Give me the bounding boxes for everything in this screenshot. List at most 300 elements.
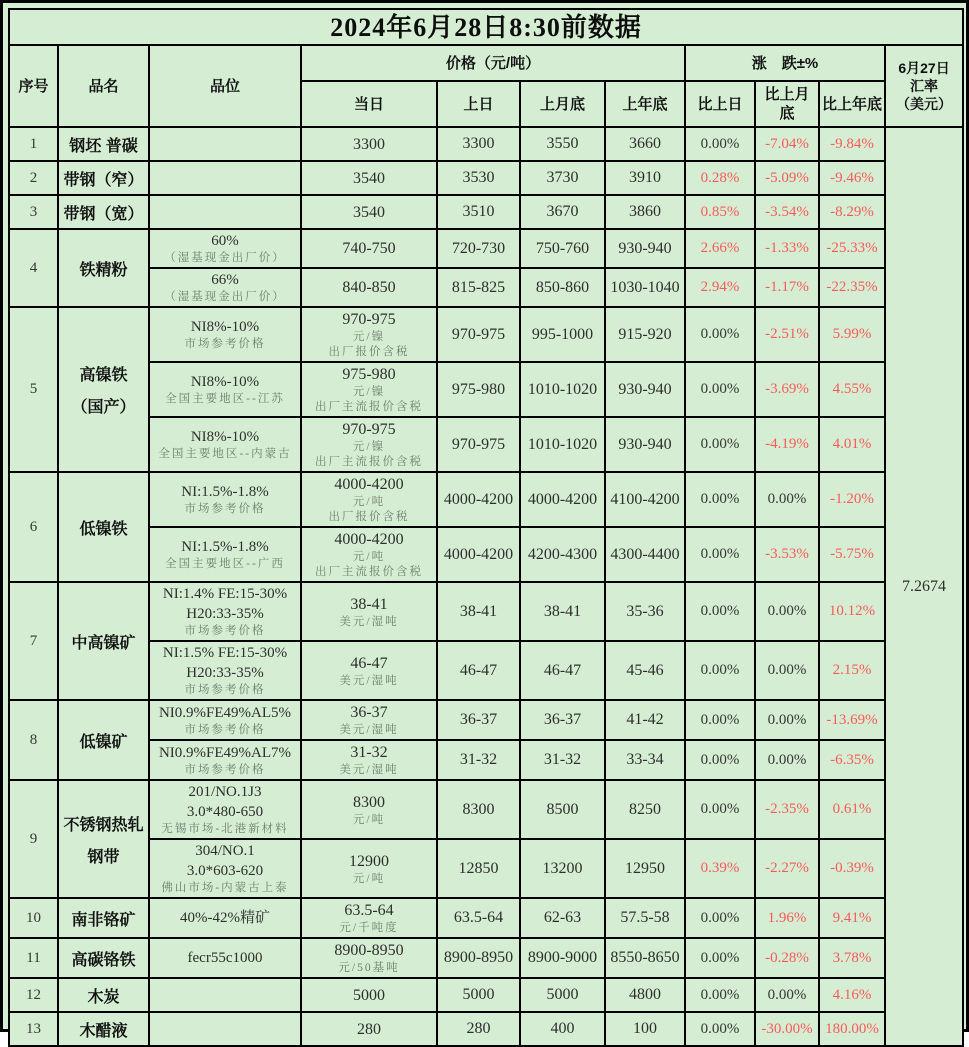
price-year-end-cell: 3660 [605, 127, 685, 161]
price-year-end-cell: 35-36 [605, 582, 685, 641]
grade-note-line: 市场参考价格 [184, 625, 266, 637]
price-today-value: 12900 [349, 852, 389, 870]
change-vs-prev-day-cell: 0.00% [685, 417, 755, 472]
price-unit-note-line: 元/吨 [352, 551, 386, 563]
table-row [9, 898, 963, 938]
change-vs-month-end-cell: -3.53% [755, 527, 819, 582]
price-unit-note-line: 出厂主流报价含税 [315, 401, 423, 413]
change-vs-month-end-cell: -2.51% [755, 307, 819, 362]
price-unit-note-line: 元/千吨度 [339, 922, 399, 934]
price-prev-day-cell: 720-730 [437, 229, 520, 268]
price-month-end-cell: 4200-4300 [520, 527, 605, 582]
price-unit-note-line: 出厂报价含税 [328, 346, 410, 358]
change-vs-month-end-cell: -1.33% [755, 229, 819, 268]
change-vs-year-end-cell: 4.55% [819, 362, 885, 417]
change-vs-year-end-cell: 9.41% [819, 898, 885, 938]
change-vs-year-end-cell: 2.15% [819, 641, 885, 700]
price-month-end-cell: 38-41 [520, 582, 605, 641]
product-name-cell [58, 700, 149, 780]
product-name-line: 低镍矿 [79, 733, 128, 751]
price-today-value: 4000-4200 [334, 531, 404, 548]
change-vs-year-end-cell: -9.46% [819, 161, 885, 195]
price-month-end-cell: 31-32 [520, 740, 605, 780]
price-year-end-cell: 930-940 [605, 229, 685, 268]
price-month-end-cell: 750-760 [520, 229, 605, 268]
change-vs-year-end-cell: -9.84% [819, 127, 885, 161]
grade-note-line: 市场参考价格 [184, 723, 266, 736]
table-row [9, 161, 963, 195]
price-prev-day-cell: 970-975 [437, 417, 520, 472]
price-year-end-cell: 915-920 [605, 307, 685, 362]
price-today-value: 970-975 [342, 421, 396, 438]
grade-main-line: 304/NO.1 [195, 843, 255, 859]
product-name-line: 低镍铁 [79, 520, 128, 538]
grade-cell [149, 307, 301, 362]
price-year-end-cell: 41-42 [605, 700, 685, 740]
col-header-vs-month-end: 比上月底 [755, 81, 819, 127]
product-name-cell [58, 307, 149, 472]
fx-rate-cell: 7.2674 [885, 127, 963, 1046]
grade-main-line: 66% [211, 272, 239, 288]
price-today-cell [301, 740, 437, 780]
price-month-end-cell: 400 [520, 1012, 605, 1046]
change-vs-prev-day-cell: 0.00% [685, 362, 755, 417]
table-row [9, 938, 963, 978]
product-name-cell [58, 1012, 149, 1046]
change-vs-month-end-cell: -4.19% [755, 417, 819, 472]
grade-main-line: NI8%-10% [190, 319, 260, 335]
price-prev-day-cell: 12850 [437, 839, 520, 898]
seq-cell: 5 [9, 307, 58, 472]
price-today-cell [301, 161, 437, 195]
grade-cell [149, 127, 301, 161]
price-prev-day-cell: 46-47 [437, 641, 520, 700]
price-table [8, 8, 964, 1047]
price-year-end-cell: 4300-4400 [605, 527, 685, 582]
change-vs-year-end-cell: -5.75% [819, 527, 885, 582]
grade-cell [149, 740, 301, 780]
seq-cell: 6 [9, 472, 58, 582]
grade-note-line: 全国主要地区--广西 [165, 558, 285, 570]
grade-note-line: 市场参考价格 [184, 338, 266, 350]
price-year-end-cell: 930-940 [605, 362, 685, 417]
seq-cell: 12 [9, 978, 58, 1012]
change-vs-year-end-cell: -25.33% [819, 229, 885, 268]
price-unit-note-line: 美元/湿吨 [339, 674, 399, 687]
fx-header-line: 汇率 [910, 78, 939, 94]
change-vs-month-end-cell: 1.96% [755, 898, 819, 938]
price-year-end-cell: 100 [605, 1012, 685, 1046]
change-vs-prev-day-cell: 0.00% [685, 938, 755, 978]
grade-main-line: 3.0*480-650 [186, 804, 264, 820]
price-today-cell [301, 417, 437, 472]
price-year-end-cell: 57.5-58 [605, 898, 685, 938]
change-vs-year-end-cell: -13.69% [819, 700, 885, 740]
grade-note-line: 市场参考价格 [184, 684, 266, 696]
price-year-end-cell: 930-940 [605, 417, 685, 472]
change-vs-year-end-cell: -8.29% [819, 195, 885, 229]
table-row [9, 527, 963, 582]
grade-cell [149, 229, 301, 268]
change-vs-prev-day-cell: 0.28% [685, 161, 755, 195]
table-row [9, 229, 963, 268]
price-month-end-cell: 1010-1020 [520, 362, 605, 417]
product-name-cell [58, 898, 149, 938]
price-year-end-cell: 12950 [605, 839, 685, 898]
product-name-line: 木醋液 [79, 1022, 128, 1040]
grade-note-line: （湿基现金出厂价） [164, 252, 286, 264]
price-month-end-cell: 3670 [520, 195, 605, 229]
product-name-cell [58, 195, 149, 229]
col-group-change: 涨 跌±% [685, 45, 885, 81]
col-header-prev-day: 上日 [437, 81, 520, 127]
price-today-cell [301, 195, 437, 229]
price-today-cell [301, 527, 437, 582]
col-header-year-end: 上年底 [605, 81, 685, 127]
price-today-cell [301, 307, 437, 362]
price-today-cell [301, 780, 437, 839]
change-vs-year-end-cell: -0.39% [819, 839, 885, 898]
change-vs-prev-day-cell: 0.00% [685, 641, 755, 700]
product-name-cell [58, 780, 149, 898]
grade-cell [149, 780, 301, 839]
price-today-value: 31-32 [350, 744, 388, 761]
seq-cell: 8 [9, 700, 58, 780]
change-vs-year-end-cell: 4.16% [819, 978, 885, 1012]
price-month-end-cell: 3550 [520, 127, 605, 161]
change-vs-month-end-cell: 0.00% [755, 472, 819, 527]
price-today-value: 970-975 [342, 311, 396, 328]
grade-cell [149, 978, 301, 1012]
product-name-line: 钢带 [87, 848, 120, 866]
price-prev-day-cell: 4000-4200 [437, 472, 520, 527]
grade-cell [149, 898, 301, 938]
change-vs-year-end-cell: 5.99% [819, 307, 885, 362]
grade-main-line: NI0.9%FE49%AL5% [158, 704, 292, 721]
price-year-end-cell: 8550-8650 [605, 938, 685, 978]
change-vs-prev-day-cell: 2.66% [685, 229, 755, 268]
change-vs-prev-day-cell: 0.00% [685, 978, 755, 1012]
change-vs-month-end-cell: -1.17% [755, 268, 819, 307]
price-today-cell [301, 268, 437, 307]
table-row [9, 472, 963, 527]
grade-note-line: 佛山市场-内蒙古上泰 [161, 882, 289, 894]
product-name-line: 铁精粉 [79, 261, 128, 279]
grade-cell [149, 268, 301, 307]
change-vs-prev-day-cell: 0.00% [685, 307, 755, 362]
title-row [9, 9, 963, 45]
price-prev-day-cell: 8900-8950 [437, 938, 520, 978]
price-today-value: 975-980 [342, 366, 396, 383]
price-month-end-cell: 36-37 [520, 700, 605, 740]
grade-main-line: NI0.9%FE49%AL7% [158, 744, 292, 761]
price-prev-day-cell: 970-975 [437, 307, 520, 362]
grade-note-line: 全国主要地区--江苏 [165, 393, 285, 405]
col-header-grade: 品位 [149, 45, 301, 127]
price-unit-note-line: 出厂主流报价含税 [315, 566, 423, 578]
product-name-cell [58, 472, 149, 582]
price-unit-note-line: 元/镍 [352, 386, 386, 398]
grade-main-line: H20:33-35% [186, 665, 264, 681]
change-vs-prev-day-cell: 0.00% [685, 527, 755, 582]
price-today-cell [301, 229, 437, 268]
grade-cell [149, 582, 301, 641]
product-name-line: 钢坯 普碳 [69, 137, 138, 155]
price-month-end-cell: 8500 [520, 780, 605, 839]
change-vs-prev-day-cell: 0.00% [685, 700, 755, 740]
price-today-cell [301, 839, 437, 898]
change-vs-prev-day-cell: 0.39% [685, 839, 755, 898]
price-today-cell [301, 362, 437, 417]
change-vs-year-end-cell: -1.20% [819, 472, 885, 527]
grade-main-line: NI:1.4% FE:15-30% [162, 586, 288, 602]
grade-note-line: 市场参考价格 [184, 763, 266, 776]
seq-cell: 7 [9, 582, 58, 700]
change-vs-month-end-cell: 0.00% [755, 700, 819, 740]
price-month-end-cell: 13200 [520, 839, 605, 898]
grade-cell [149, 527, 301, 582]
grade-main-line: fecr55c1000 [187, 950, 263, 966]
change-vs-month-end-cell: -2.35% [755, 780, 819, 839]
grade-note-line: 全国主要地区--内蒙古 [158, 448, 292, 460]
price-month-end-cell: 850-860 [520, 268, 605, 307]
change-vs-year-end-cell: -22.35% [819, 268, 885, 307]
table-row [9, 307, 963, 362]
change-vs-month-end-cell: 0.00% [755, 582, 819, 641]
price-prev-day-cell: 63.5-64 [437, 898, 520, 938]
product-name-cell [58, 938, 149, 978]
col-header-vs-year-end: 比上年底 [819, 81, 885, 127]
change-vs-prev-day-cell: 0.00% [685, 1012, 755, 1046]
price-unit-note-line: 出厂报价含税 [328, 511, 410, 523]
change-vs-prev-day-cell: 0.00% [685, 127, 755, 161]
price-today-value: 740-750 [342, 240, 396, 257]
table-row [9, 127, 963, 161]
grade-cell [149, 938, 301, 978]
col-group-price: 价格（元/吨） [301, 45, 685, 81]
seq-cell: 10 [9, 898, 58, 938]
grade-main-line: 40%-42%精矿 [180, 910, 270, 926]
grade-cell [149, 417, 301, 472]
change-vs-year-end-cell: 4.01% [819, 417, 885, 472]
change-vs-prev-day-cell: 0.00% [685, 898, 755, 938]
product-name-line: （国产） [71, 399, 136, 416]
price-year-end-cell: 45-46 [605, 641, 685, 700]
price-prev-day-cell: 3300 [437, 127, 520, 161]
grade-cell [149, 472, 301, 527]
price-unit-note-line: 元/吨 [352, 813, 386, 826]
price-today-cell [301, 582, 437, 641]
change-vs-month-end-cell: 0.00% [755, 978, 819, 1012]
grade-main-line: 3.0*603-620 [186, 863, 264, 879]
product-name-line: 带钢（宽） [63, 205, 144, 223]
grade-cell [149, 700, 301, 740]
product-name-cell [58, 161, 149, 195]
table-row [9, 582, 963, 641]
header-row-groups [9, 45, 963, 81]
product-name-line: 高镍铁 [79, 367, 128, 384]
price-today-value: 3540 [353, 203, 385, 221]
col-header-fx-rate [885, 45, 963, 127]
price-year-end-cell: 3910 [605, 161, 685, 195]
change-vs-prev-day-cell: 2.94% [685, 268, 755, 307]
change-vs-prev-day-cell: 0.00% [685, 780, 755, 839]
change-vs-month-end-cell: -2.27% [755, 839, 819, 898]
price-prev-day-cell: 8300 [437, 780, 520, 839]
table-row [9, 417, 963, 472]
price-today-value: 5000 [353, 986, 385, 1004]
price-prev-day-cell: 38-41 [437, 582, 520, 641]
grade-main-line: 201/NO.1J3 [188, 784, 262, 800]
change-vs-month-end-cell: -0.28% [755, 938, 819, 978]
seq-cell: 1 [9, 127, 58, 161]
change-vs-prev-day-cell: 0.00% [685, 740, 755, 780]
change-vs-prev-day-cell: 0.00% [685, 472, 755, 527]
price-unit-note-line: 元/吨 [352, 872, 386, 885]
price-unit-note-line: 美元/湿吨 [339, 764, 399, 776]
product-name-line: 带钢（窄） [63, 171, 144, 189]
price-year-end-cell: 3860 [605, 195, 685, 229]
seq-cell: 3 [9, 195, 58, 229]
grade-main-line: 60% [211, 233, 239, 249]
col-header-month-end: 上月底 [520, 81, 605, 127]
price-unit-note-line: 元/吨 [352, 496, 386, 508]
price-month-end-cell: 3730 [520, 161, 605, 195]
col-header-today: 当日 [301, 81, 437, 127]
price-prev-day-cell: 36-37 [437, 700, 520, 740]
product-name-cell [58, 582, 149, 700]
price-year-end-cell: 8250 [605, 780, 685, 839]
price-year-end-cell: 1030-1040 [605, 268, 685, 307]
price-today-cell [301, 978, 437, 1012]
grade-main-line: NI:1.5%-1.8% [181, 539, 269, 555]
change-vs-month-end-cell: -5.09% [755, 161, 819, 195]
grade-main-line: NI8%-10% [190, 374, 260, 390]
grade-note-line: （湿基现金出厂价） [164, 291, 286, 303]
price-unit-note-line: 美元/湿吨 [339, 724, 399, 736]
price-today-cell [301, 641, 437, 700]
price-month-end-cell: 8900-9000 [520, 938, 605, 978]
grade-main-line: NI:1.5% FE:15-30% [162, 645, 288, 661]
change-vs-month-end-cell: 0.00% [755, 740, 819, 780]
price-prev-day-cell: 31-32 [437, 740, 520, 780]
price-prev-day-cell: 975-980 [437, 362, 520, 417]
price-today-value: 840-850 [342, 279, 396, 296]
table-row [9, 700, 963, 740]
seq-cell: 9 [9, 780, 58, 898]
price-today-value: 36-37 [350, 704, 388, 721]
table-row [9, 1012, 963, 1046]
price-today-value: 63.5-64 [344, 902, 394, 919]
grade-cell [149, 195, 301, 229]
price-month-end-cell: 5000 [520, 978, 605, 1012]
price-prev-day-cell: 4000-4200 [437, 527, 520, 582]
col-header-name: 品名 [58, 45, 149, 127]
price-prev-day-cell: 3510 [437, 195, 520, 229]
price-today-cell [301, 127, 437, 161]
change-vs-month-end-cell: 0.00% [755, 641, 819, 700]
price-unit-note-line: 元/镍 [352, 441, 386, 453]
price-today-cell [301, 938, 437, 978]
table-row [9, 839, 963, 898]
price-prev-day-cell: 5000 [437, 978, 520, 1012]
grade-main-line: NI:1.5%-1.8% [181, 484, 269, 500]
table-row [9, 641, 963, 700]
price-year-end-cell: 4100-4200 [605, 472, 685, 527]
change-vs-prev-day-cell: 0.85% [685, 195, 755, 229]
product-name-line: 高碳铬铁 [71, 951, 136, 969]
price-today-value: 3300 [353, 135, 385, 153]
col-header-vs-prev-day: 比上日 [685, 81, 755, 127]
price-today-cell [301, 898, 437, 938]
price-today-value: 8300 [353, 793, 385, 811]
price-prev-day-cell: 280 [437, 1012, 520, 1046]
price-today-value: 280 [357, 1020, 381, 1038]
price-month-end-cell: 4000-4200 [520, 472, 605, 527]
price-month-end-cell: 62-63 [520, 898, 605, 938]
price-today-value: 4000-4200 [334, 476, 404, 493]
seq-cell: 2 [9, 161, 58, 195]
price-today-value: 46-47 [350, 654, 388, 672]
price-today-value: 8900-8950 [334, 942, 404, 959]
price-today-cell [301, 472, 437, 527]
product-name-cell [58, 229, 149, 307]
price-month-end-cell: 46-47 [520, 641, 605, 700]
table-row [9, 268, 963, 307]
price-year-end-cell: 4800 [605, 978, 685, 1012]
product-name-line: 中高镍矿 [71, 634, 136, 652]
grade-note-line: 市场参考价格 [184, 503, 266, 515]
price-today-cell [301, 700, 437, 740]
product-name-line: 木炭 [87, 988, 120, 1006]
price-today-cell [301, 1012, 437, 1046]
table-row [9, 195, 963, 229]
change-vs-month-end-cell: -3.69% [755, 362, 819, 417]
price-unit-note-line: 元/50基吨 [338, 962, 400, 974]
price-month-end-cell: 1010-1020 [520, 417, 605, 472]
price-unit-note-line: 出厂主流报价含税 [315, 456, 423, 468]
col-header-seq: 序号 [9, 45, 58, 127]
grade-cell [149, 641, 301, 700]
fx-header-line: （美元） [896, 96, 953, 112]
change-vs-month-end-cell: -30.00% [755, 1012, 819, 1046]
product-name-line: 南非铬矿 [71, 911, 136, 929]
change-vs-year-end-cell: 180.00% [819, 1012, 885, 1046]
product-name-line: 不锈钢热轧 [63, 816, 144, 834]
grade-note-line: 无锡市场-北港新材料 [161, 823, 289, 835]
price-year-end-cell: 33-34 [605, 740, 685, 780]
table-row [9, 362, 963, 417]
change-vs-prev-day-cell: 0.00% [685, 582, 755, 641]
price-today-value: 3540 [353, 169, 385, 187]
price-prev-day-cell: 815-825 [437, 268, 520, 307]
change-vs-month-end-cell: -3.54% [755, 195, 819, 229]
product-name-cell [58, 127, 149, 161]
price-unit-note-line: 美元/湿吨 [339, 615, 399, 628]
grade-cell [149, 839, 301, 898]
change-vs-year-end-cell: 10.12% [819, 582, 885, 641]
grade-cell [149, 161, 301, 195]
change-vs-month-end-cell: -7.04% [755, 127, 819, 161]
table-row [9, 740, 963, 780]
table-row [9, 780, 963, 839]
change-vs-year-end-cell: 0.61% [819, 780, 885, 839]
grade-cell [149, 1012, 301, 1046]
grade-cell [149, 362, 301, 417]
price-prev-day-cell: 3530 [437, 161, 520, 195]
change-vs-year-end-cell: 3.78% [819, 938, 885, 978]
price-unit-note-line: 元/镍 [352, 331, 386, 343]
